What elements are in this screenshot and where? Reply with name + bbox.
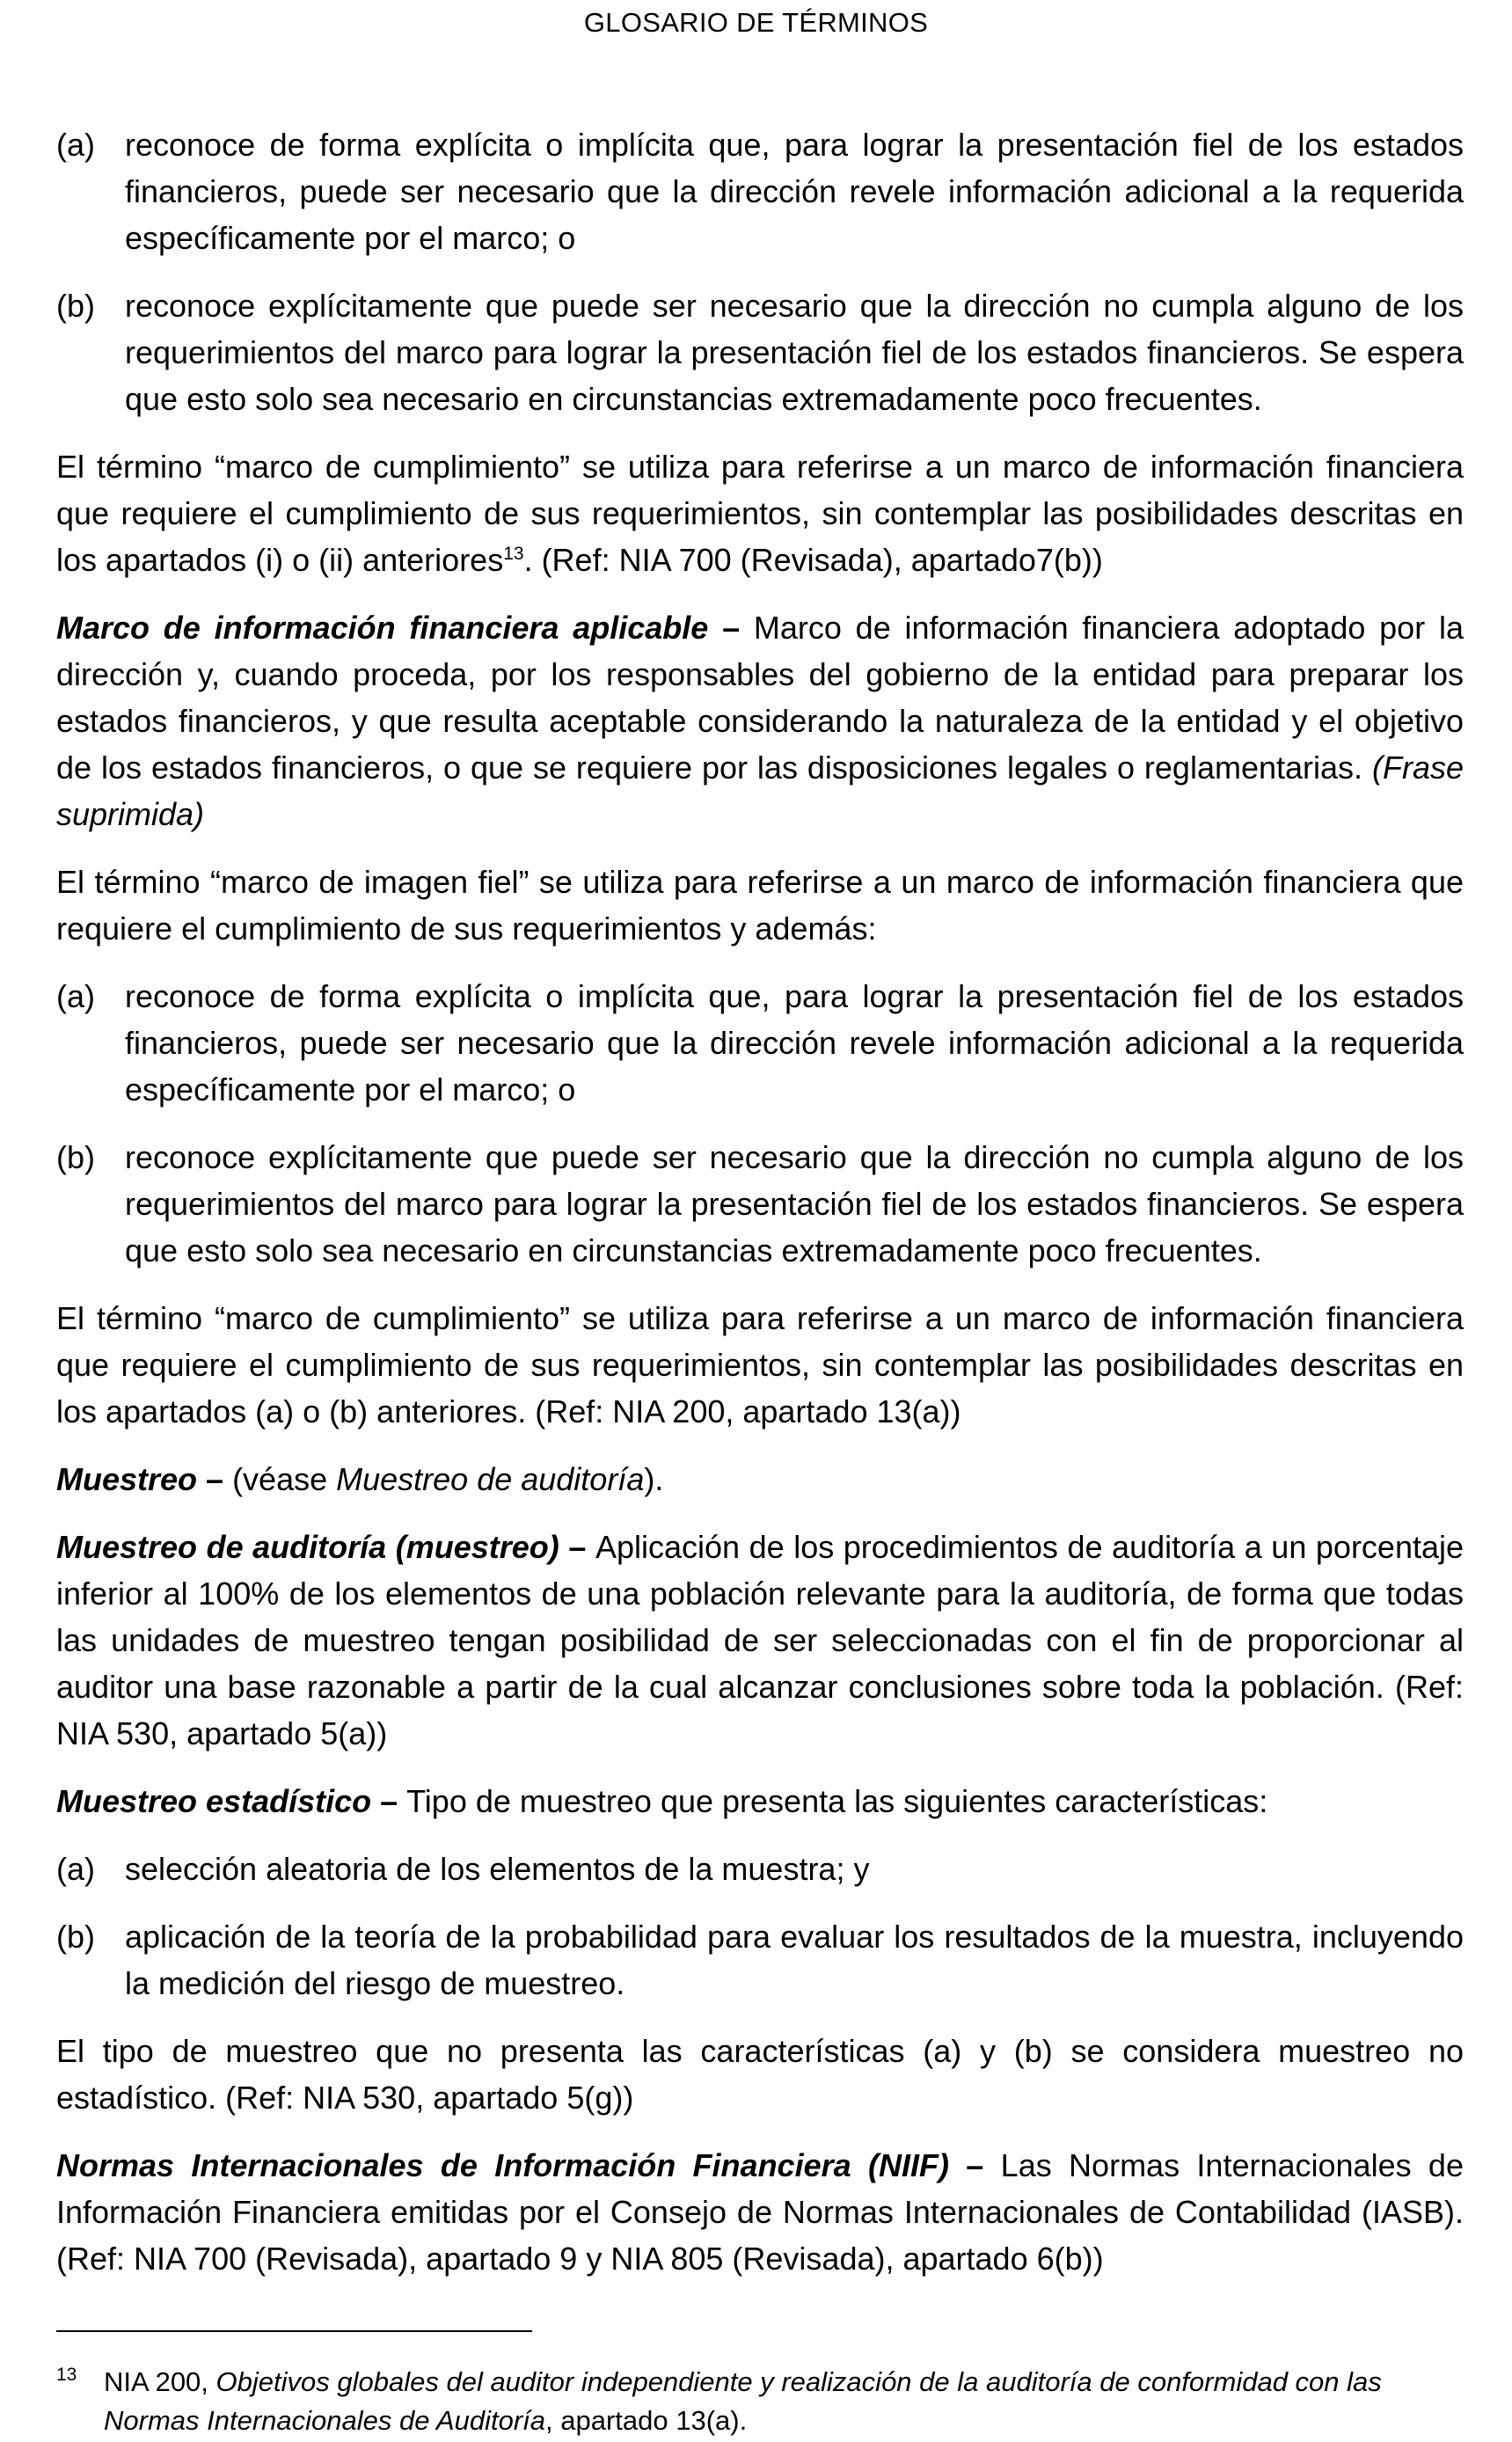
list-item-label: (a) (56, 978, 95, 1014)
paragraph-non-statistical: El tipo de muestreo que no presenta las características (a) y (b) se considera muestreo no estadístico. (Ref: NIA 530, apartado 5(g)) (56, 2033, 1464, 2116)
term-dash: – (948, 2147, 1001, 2183)
list-item-text: reconoce de forma explícita o implícita que, para lograr la presentación fiel de los estados financieros, puede ser necesario que la dirección revele información adicional a la requerida específicamente por el marco; o (125, 978, 1464, 1108)
glossary-term: Muestreo estadístico (56, 1783, 372, 1819)
footnote-text (104, 2363, 1464, 2440)
glossary-entry-muestreo-estadistico (56, 1778, 1464, 1824)
list-item-label: (b) (56, 1919, 95, 1955)
list-item (56, 121, 1464, 261)
paragraph-fair-presentation: El término “marco de imagen fiel” se utiliza para referirse a un marco de información financiera que requiere el cumplimiento de sus requerimientos y además: (56, 864, 1464, 947)
glossary-definition: Las Normas Internacionales de Información Financiera emitidas por el Consejo de Normas Internacionales de Contabilidad (IASB). (Ref: NIA 700 (Revisada), apartado 9 y NIA 805 (Revisada), apartado 6(b)) (56, 2147, 1464, 2277)
footnote-reference-13[interactable]: 13 (503, 544, 524, 564)
footnote-13 (56, 2363, 1464, 2440)
glossary-term: Marco de información financiera aplicable (56, 610, 709, 646)
footnote-document-title: Objetivos globales del auditor independiente y realización de la auditoría de conformidad con las Normas Internacionales de Auditoría (104, 2366, 1382, 2436)
paragraph-compliance-framework-2: El término “marco de cumplimiento” se utiliza para referirse a un marco de información financiera que requiere el cumplimiento de sus requerimientos, sin contemplar las posibilidades descritas en los apartados (a) o (b) anteriores. (Ref: NIA 200, apartado 13(a)) (56, 1300, 1464, 1429)
list-item (56, 1846, 1464, 1892)
footnote-separator (56, 2330, 532, 2332)
term-dash: – (559, 1529, 595, 1565)
glossary-term: Normas Internacionales de Información Financiera (NIIF) (56, 2147, 949, 2183)
list-item (56, 1913, 1464, 2007)
glossary-definition-end: ). (644, 1461, 664, 1497)
list-item-text: aplicación de la teoría de la probabilidad para evaluar los resultados de la muestra, incluyendo la medición del riesgo de muestreo. (125, 1919, 1464, 2001)
term-dash: – (708, 610, 754, 646)
glossary-entry-marco-aplicable (56, 604, 1464, 837)
paragraph-compliance-framework (56, 443, 1464, 583)
footnote-text-start: NIA 200, (104, 2366, 216, 2397)
list-item-label: (a) (56, 1851, 95, 1887)
list-item-text: selección aleatoria de los elementos de la muestra; y (125, 1851, 870, 1887)
list-item-label: (a) (56, 127, 95, 163)
document-body (56, 121, 1464, 2303)
term-dash: – (371, 1783, 407, 1819)
glossary-term: Muestreo (56, 1461, 198, 1497)
glossary-definition: Marco de información financiera adoptado por la dirección y, cuando proceda, por los responsables del gobierno de la entidad para preparar los estados financieros, y que resulta aceptable considerando la naturaleza de la entidad y el objetivo de los estados financieros, o que se requiere por las disposiciones legales o reglamentarias. (56, 610, 1464, 786)
list-item-text: reconoce de forma explícita o implícita que, para lograr la presentación fiel de los estados financieros, puede ser necesario que la dirección revele información adicional a la requerida específicamente por el marco; o (125, 127, 1464, 256)
glossary-entry-muestreo-auditoria (56, 1524, 1464, 1757)
list-item-text: reconoce explícitamente que puede ser necesario que la dirección no cumpla alguno de los requerimientos del marco para lograr la presentación fiel de los estados financieros. Se espera que esto solo sea necesario en circunstancias extremadamente poco frecuentes. (125, 1139, 1464, 1269)
list-item (56, 282, 1464, 422)
glossary-definition: Tipo de muestreo que presenta las siguientes características: (406, 1783, 1268, 1819)
list-item-label: (b) (56, 288, 95, 324)
footnote-number: 13 (56, 2365, 77, 2385)
glossary-definition: (véase (232, 1461, 337, 1497)
glossary-entry-muestreo (56, 1456, 1464, 1502)
cross-reference[interactable]: Muestreo de auditoría (336, 1461, 645, 1497)
glossary-term: Muestreo de auditoría (muestreo) (56, 1529, 559, 1565)
list-item-text: reconoce explícitamente que puede ser necesario que la dirección no cumpla alguno de los requerimientos del marco para lograr la presentación fiel de los estados financieros. Se espera que esto solo sea necesario en circunstancias extremadamente poco frecuentes. (125, 288, 1464, 417)
glossary-definition: Aplicación de los procedimientos de auditoría a un porcentaje inferior al 100% de los elementos de una población relevante para la auditoría, de forma que todas las unidades de muestreo tengan posibilidad de ser seleccionadas con el fin de proporcionar al auditor una base razonable a partir de la cual alcanzar conclusiones sobre toda la población. (Ref: NIA 530, apartado 5(a)) (56, 1529, 1465, 1751)
paragraph-reference: . (Ref: NIA 700 (Revisada), apartado7(b)) (523, 542, 1103, 578)
page-header: GLOSARIO DE TÉRMINOS (583, 7, 929, 38)
list-item-label: (b) (56, 1139, 95, 1175)
deleted-sentence-note: (Frase suprimida) (56, 749, 1464, 832)
glossary-entry-niif (56, 2142, 1464, 2282)
footnote-text-end: , apartado 13(a). (545, 2405, 748, 2436)
term-dash: – (197, 1461, 233, 1497)
paragraph-text: El término “marco de cumplimiento” se utiliza para referirse a un marco de información financiera que requiere el cumplimiento de sus requerimientos, sin contemplar las posibilidades descritas en los apartados (i) o (ii) anteriores (56, 449, 1464, 578)
list-item (56, 1134, 1464, 1274)
list-item (56, 973, 1464, 1113)
